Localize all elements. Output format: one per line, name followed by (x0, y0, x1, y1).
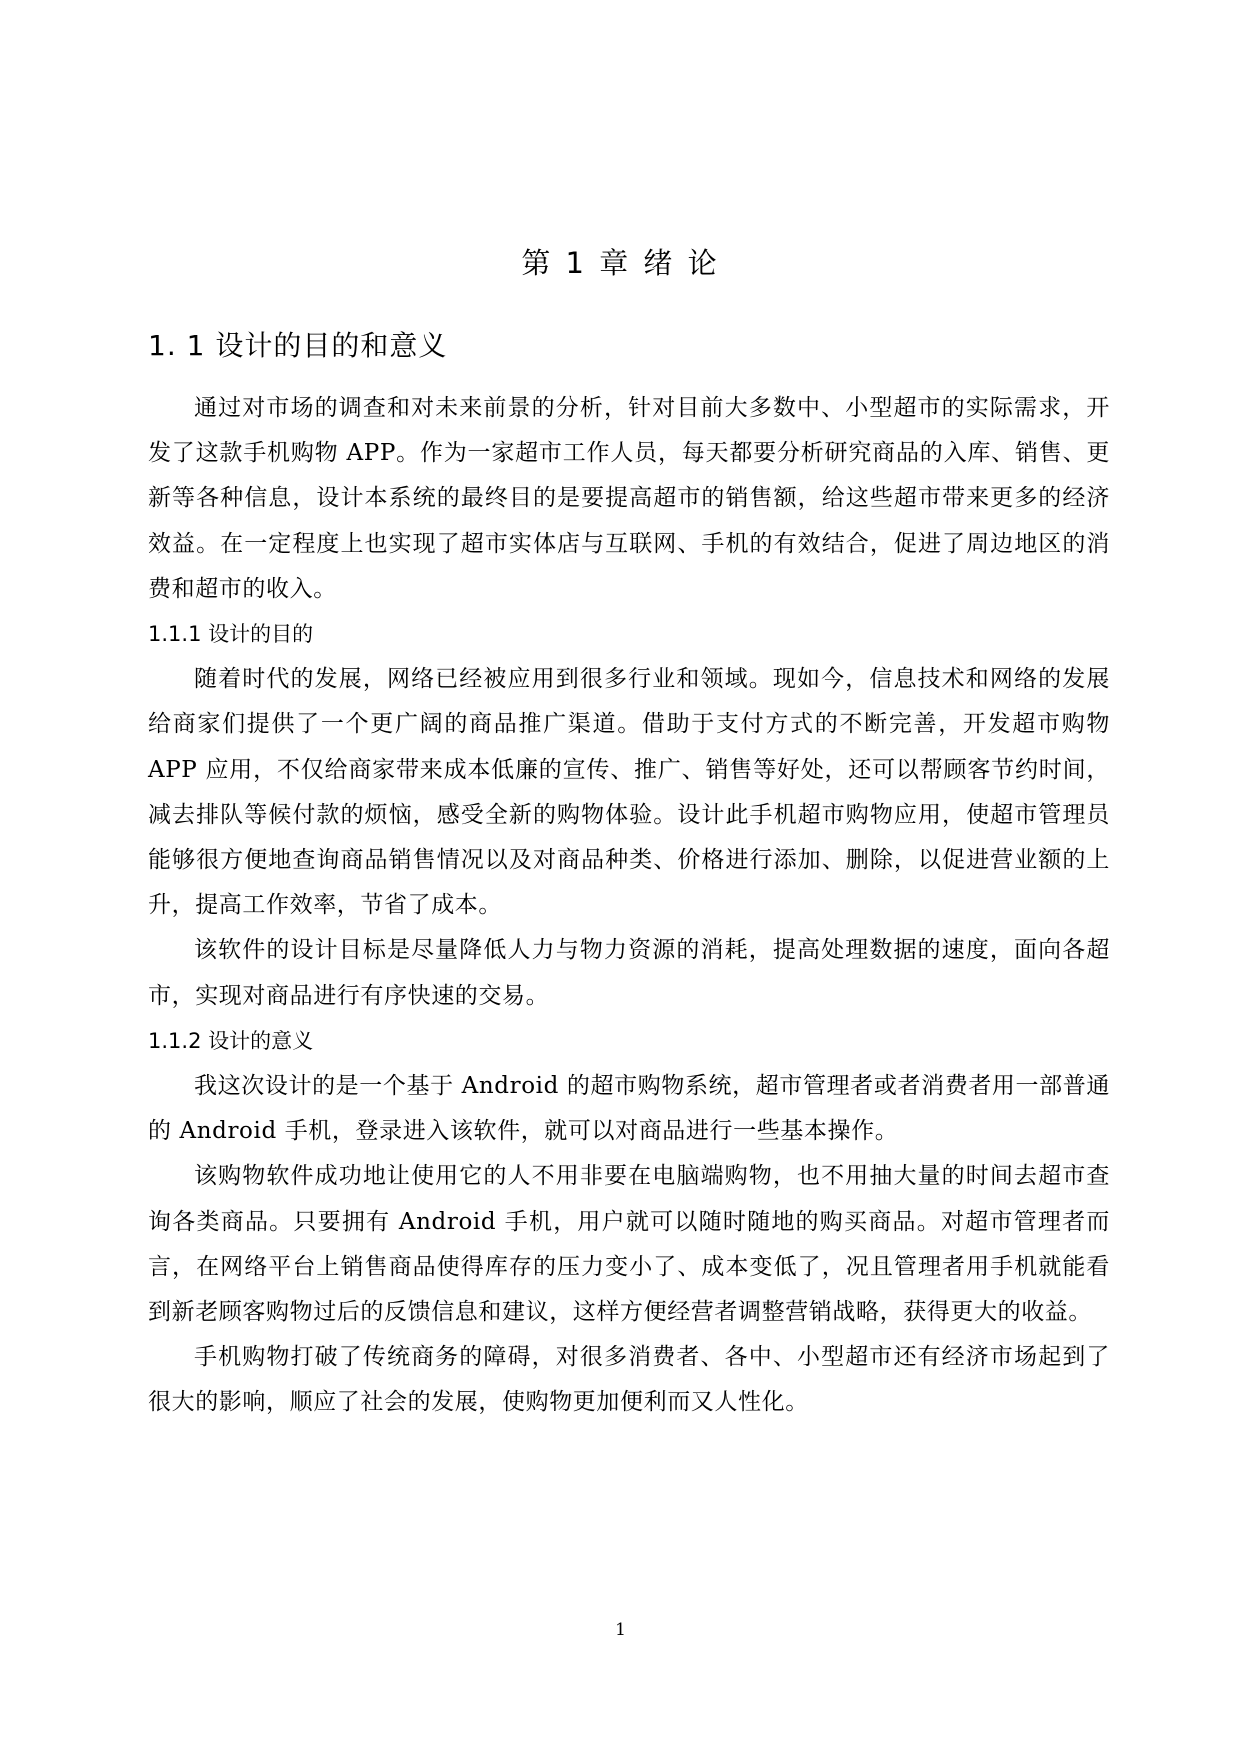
paragraph: 该购物软件成功地让使用它的人不用非要在电脑端购物，也不用抽大量的时间去超市查询各类商品。只要拥有 Android 手机，用户就可以随时随地的购买商品。对超市管理者而言，在网络平台上销售商品使得库存的压力变小了、成本变低了，况且管理者用手机就能看到新老顾客购物过后的反馈信息和建议，这样方便经营者调整营销战略，获得更大的收益。 (148, 1163, 1110, 1326)
paragraph: 通过对市场的调查和对未来前景的分析，针对目前大多数中、小型超市的实际需求，开发了这款手机购物 APP。作为一家超市工作人员，每天都要分析研究商品的入库、销售、更新等各种信息，设计本系统的最终目的是要提高超市的销售额，给这些超市带来更多的经济效益。在一定程度上也实现了超市实体店与互联网、手机的有效结合，促进了周边地区的消费和超市的收入。 (148, 395, 1110, 602)
section-title: 1. 1 设计的目的和意义 (148, 329, 448, 362)
paragraph: 随着时代的发展，网络已经被应用到很多行业和领域。现如今，信息技术和网络的发展给商家们提供了一个更广阔的商品推广渠道。借助于支付方式的不断完善，开发超市购物 APP 应用，不仅给商家带来成本低廉的宣传、推广、销售等好处，还可以帮顾客节约时间，减去排队等候付款的烦恼，感受全新的购物体验。设计此手机超市购物应用，使超市管理员能够很方便地查询商品销售情况以及对商品种类、价格进行添加、删除，以促进营业额的上升，提高工作效率，节省了成本。 (148, 666, 1110, 919)
page-number: 1 (615, 1620, 626, 1640)
subsection-heading: 1.1.1 设计的目的 (148, 622, 314, 647)
paragraph: 该软件的设计目标是尽量降低人力与物力资源的消耗，提高处理数据的速度，面向各超市，实现对商品进行有序快速的交易。 (148, 937, 1110, 1009)
chapter-title: 第 1 章 绪 论 (521, 246, 720, 280)
paragraph: 手机购物打破了传统商务的障碍，对很多消费者、各中、小型超市还有经济市场起到了很大的影响，顺应了社会的发展，使购物更加便利而又人性化。 (148, 1344, 1110, 1416)
subsection-heading: 1.1.2 设计的意义 (148, 1028, 314, 1053)
paragraph: 我这次设计的是一个基于 Android 的超市购物系统，超市管理者或者消费者用一部普通的 Android 手机，登录进入该软件，就可以对商品进行一些基本操作。 (148, 1073, 1110, 1145)
body-text (148, 386, 1110, 1426)
